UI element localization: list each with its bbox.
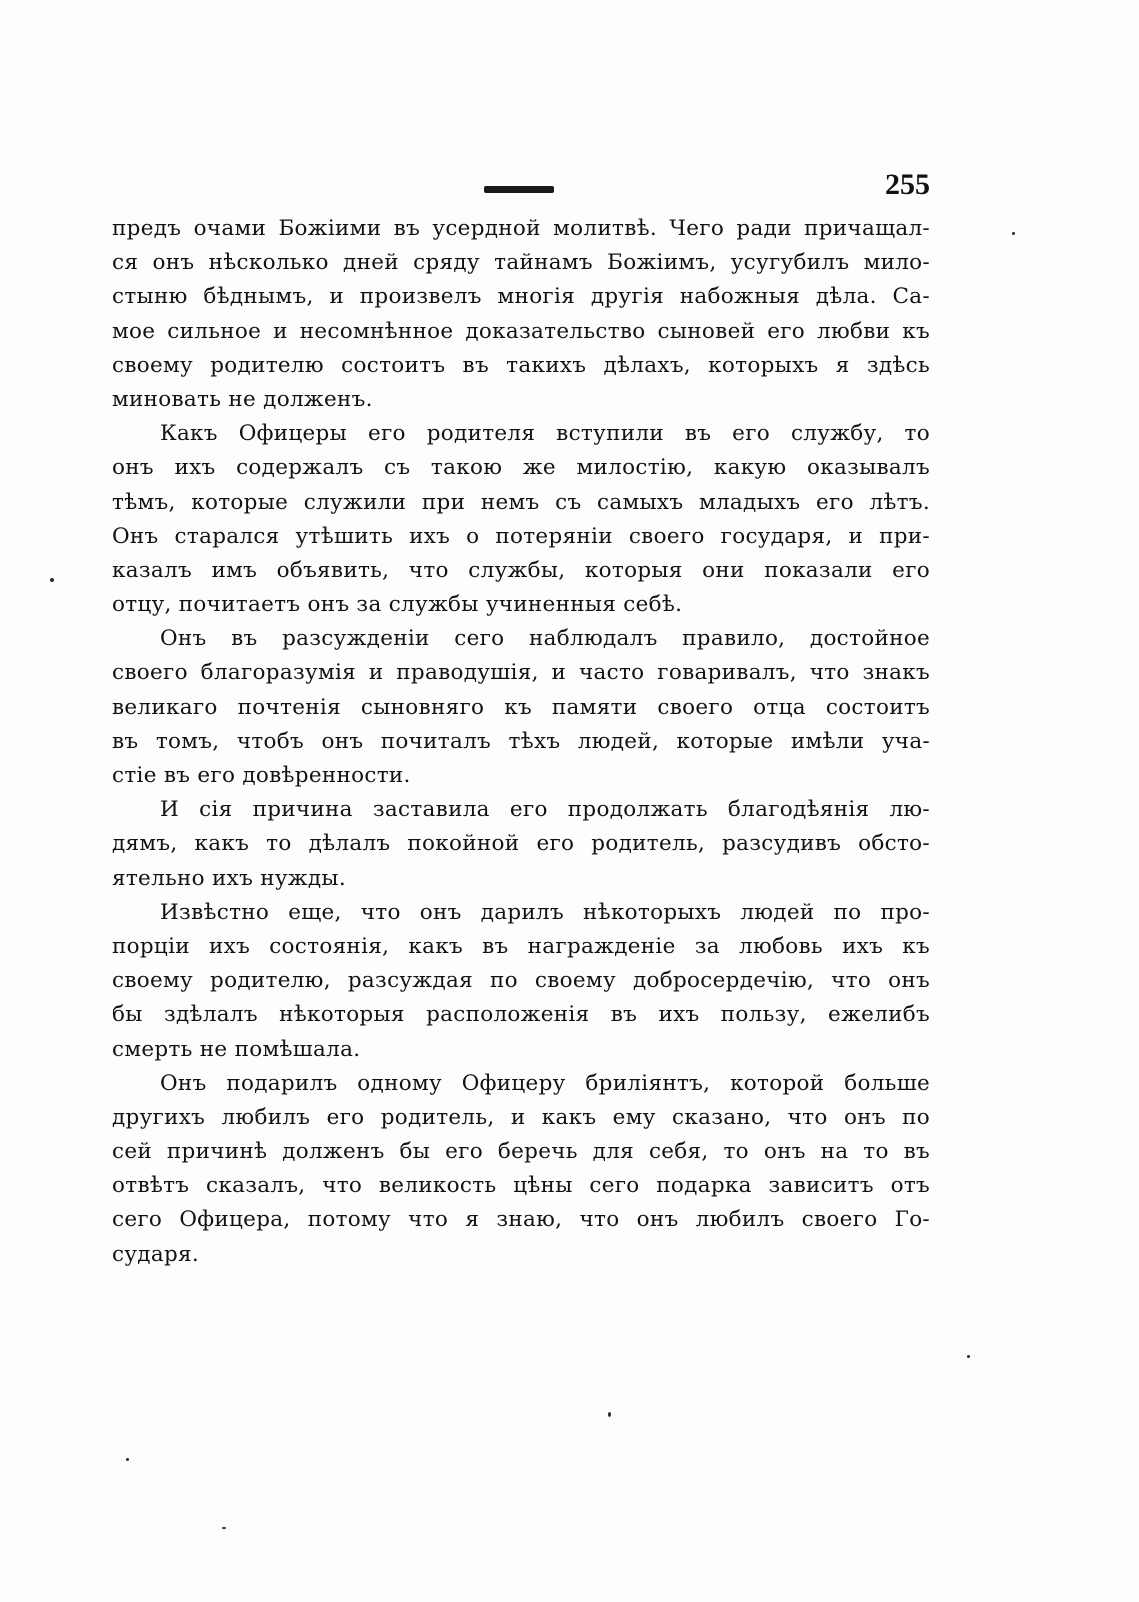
scan-speck xyxy=(126,1458,129,1461)
text-line: Онъ старался утѣшить ихъ о потерянiи своего государя, и при- xyxy=(112,523,930,549)
text-line: сей причинѣ долженъ бы его беречь для себя, то онъ на то въ xyxy=(112,1139,930,1165)
page-number: 255 xyxy=(885,168,930,201)
running-header xyxy=(100,168,940,208)
text-line: предъ очами Божiими въ усердной молитвѣ. Чего ради причащал- xyxy=(112,216,930,241)
scan-speck xyxy=(608,1412,611,1417)
text-line: стiе въ его довѣренности. xyxy=(112,763,411,788)
text-line: великаго почтенiя сыновняго къ памяти своего отца состоитъ xyxy=(112,694,930,720)
text-line: онъ ихъ содержалъ съ такою же милостiю, какую оказывалъ xyxy=(112,455,930,481)
text-line: порцiи ихъ состоянiя, какъ въ награжденiе за любовь ихъ къ xyxy=(112,933,930,959)
text-line: Онъ въ разсужденiи сего наблюдалъ правило, достойное xyxy=(160,626,930,652)
header-rule xyxy=(484,186,554,193)
text-line: И сiя причина заставила его продолжать благодѣянiя лю- xyxy=(160,797,930,823)
text-line: своего благоразумiя и праводушiя, и часто говаривалъ, что знакъ xyxy=(112,660,930,686)
text-line: мое сильное и несомнѣнное доказательство сыновей его любви къ xyxy=(112,318,930,344)
text-line: своему родителю, разсуждая по своему добросердечiю, что онъ xyxy=(112,968,930,994)
scan-speck xyxy=(1012,232,1015,235)
text-line: миновать не долженъ. xyxy=(112,386,373,412)
text-line: тѣмъ, которые служили при немъ съ самыхъ младыхъ его лѣтъ. xyxy=(112,489,930,515)
scan-speck xyxy=(967,1355,970,1358)
text-line: сего Офицера, потому что я знаю, что онъ любилъ своего Го- xyxy=(112,1207,930,1233)
text-line: отцу, почитаетъ онъ за службы учиненныя себѣ. xyxy=(112,592,683,618)
text-line: своему родителю состоитъ въ такихъ дѣлахъ, которыхъ я здѣсь xyxy=(112,352,930,378)
text-line: смерть не помѣшала. xyxy=(112,1036,361,1062)
text-line: стыню бѣднымъ, и произвелъ многiя другiя набожныя дѣла. Са- xyxy=(112,284,930,310)
text-line: Извѣстно еще, что онъ дарилъ нѣкоторыхъ людей по про- xyxy=(160,899,930,925)
text-line: другихъ любилъ его родитель, и какъ ему сказано, что онъ по xyxy=(112,1104,930,1130)
text-line: отвѣтъ сказалъ, что великость цѣны сего подарка зависитъ отъ xyxy=(112,1173,930,1199)
scan-speck xyxy=(50,578,54,582)
text-line: въ томъ, чтобъ онъ почиталъ тѣхъ людей, которые имѣли уча- xyxy=(112,728,930,754)
scan-speck xyxy=(222,1527,226,1529)
text-line: ся онъ нѣсколько дней сряду тайнамъ Божiимъ, усугубилъ мило- xyxy=(112,250,930,276)
text-line: Какъ Офицеры его родителя вступили въ его службу, то xyxy=(160,421,930,447)
text-line: казалъ имъ объявить, что службы, которыя они показали его xyxy=(112,557,930,583)
text-line: сударя. xyxy=(112,1241,200,1267)
text-line: ятельно ихъ нужды. xyxy=(112,865,346,891)
text-line: дямъ, какъ то дѣлалъ покойной его родитель, разсудивъ обсто- xyxy=(112,831,930,857)
text-line: Онъ подарилъ одному Офицеру брилiянтъ, которой больше xyxy=(160,1070,930,1096)
text-line: бы здѣлалъ нѣкоторыя расположенiя въ ихъ пользу, ежелибъ xyxy=(112,1002,930,1028)
body-text xyxy=(112,212,930,1272)
